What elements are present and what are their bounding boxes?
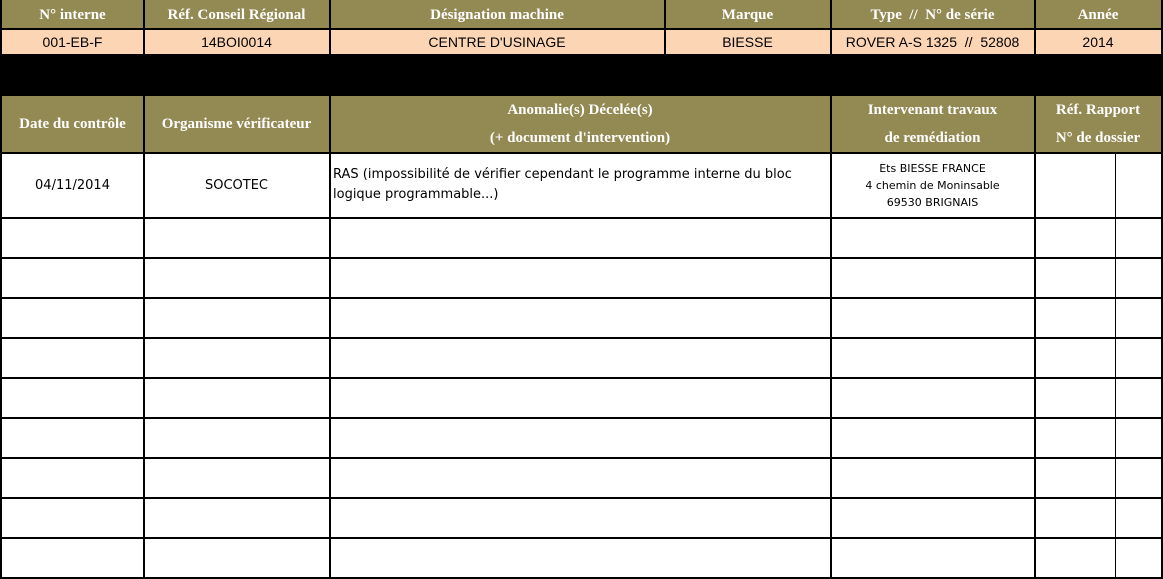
control-row-line	[0, 497, 1163, 499]
machine-col-line	[0, 0, 2, 54]
machine-col-line	[143, 0, 145, 54]
entry-anomalie: RAS (impossibilité de vérifier cependant le programme interne du bloc logique programmable...)	[333, 167, 792, 202]
header-ref-rapport-line2: N° de dossier	[1055, 130, 1141, 146]
header-organisme-verificateur: Organisme vérificateur	[161, 116, 312, 132]
machine-col-line	[329, 0, 331, 54]
machine-type-serie: ROVER A-S 1325 // 52808	[845, 34, 1020, 50]
header-anomalies	[330, 96, 830, 152]
header-type-serie: Type // N° de série	[870, 6, 995, 23]
machine-col-line	[830, 0, 832, 54]
control-row-line	[0, 217, 1163, 219]
header-marque: Marque	[721, 6, 774, 23]
entry-date: 04/11/2014	[35, 177, 110, 193]
header-ref-rapport-line1: Réf. Rapport	[1055, 102, 1141, 118]
header-annee: Année	[1077, 6, 1119, 23]
header-anomalies-line2: (+ document d'intervention)	[489, 130, 671, 146]
entry-ref	[1035, 153, 1115, 217]
machine-row-line	[0, 28, 1163, 30]
header-intervenant-line2: de remédiation	[884, 130, 981, 146]
header-numero-interne: N° interne	[39, 6, 106, 23]
entry-intervenant	[831, 153, 1034, 217]
control-row-line	[0, 417, 1163, 419]
separator-band	[0, 54, 1163, 96]
header-designation-machine: Désignation machine	[430, 6, 564, 23]
control-row-line	[0, 377, 1163, 379]
machine-ref-conseil-regional: 14BOI0014	[201, 34, 272, 50]
header-ref-conseil-regional: Réf. Conseil Régional	[167, 6, 306, 23]
machine-numero-interne: 001-EB-F	[42, 34, 103, 50]
header-intervenant	[831, 96, 1034, 152]
control-row-line	[0, 297, 1163, 299]
entry-intervenant-line1: Ets BIESSE FRANCE	[879, 161, 986, 175]
machine-marque: BIESSE	[722, 34, 773, 50]
control-row-line	[0, 537, 1163, 539]
header-intervenant-line1: Intervenant travaux	[867, 102, 998, 118]
entry-intervenant-line3: 69530 BRIGNAIS	[886, 195, 979, 209]
machine-col-line	[1034, 0, 1036, 54]
machine-annee: 2014	[1082, 34, 1114, 50]
header-ref-rapport	[1035, 96, 1161, 152]
control-row-line	[0, 152, 1163, 154]
header-date-controle: Date du contrôle	[19, 116, 126, 132]
control-row-line	[0, 457, 1163, 459]
control-row-line	[0, 257, 1163, 259]
entry-intervenant-line2: 4 chemin de Moninsable	[865, 178, 1000, 192]
header-anomalies-line1: Anomalie(s) Décelée(s)	[507, 102, 653, 118]
machine-col-line	[664, 0, 666, 54]
machine-designation: CENTRE D'USINAGE	[428, 34, 566, 50]
control-row-line	[0, 337, 1163, 339]
entry-organisme: SOCOTEC	[204, 177, 269, 193]
